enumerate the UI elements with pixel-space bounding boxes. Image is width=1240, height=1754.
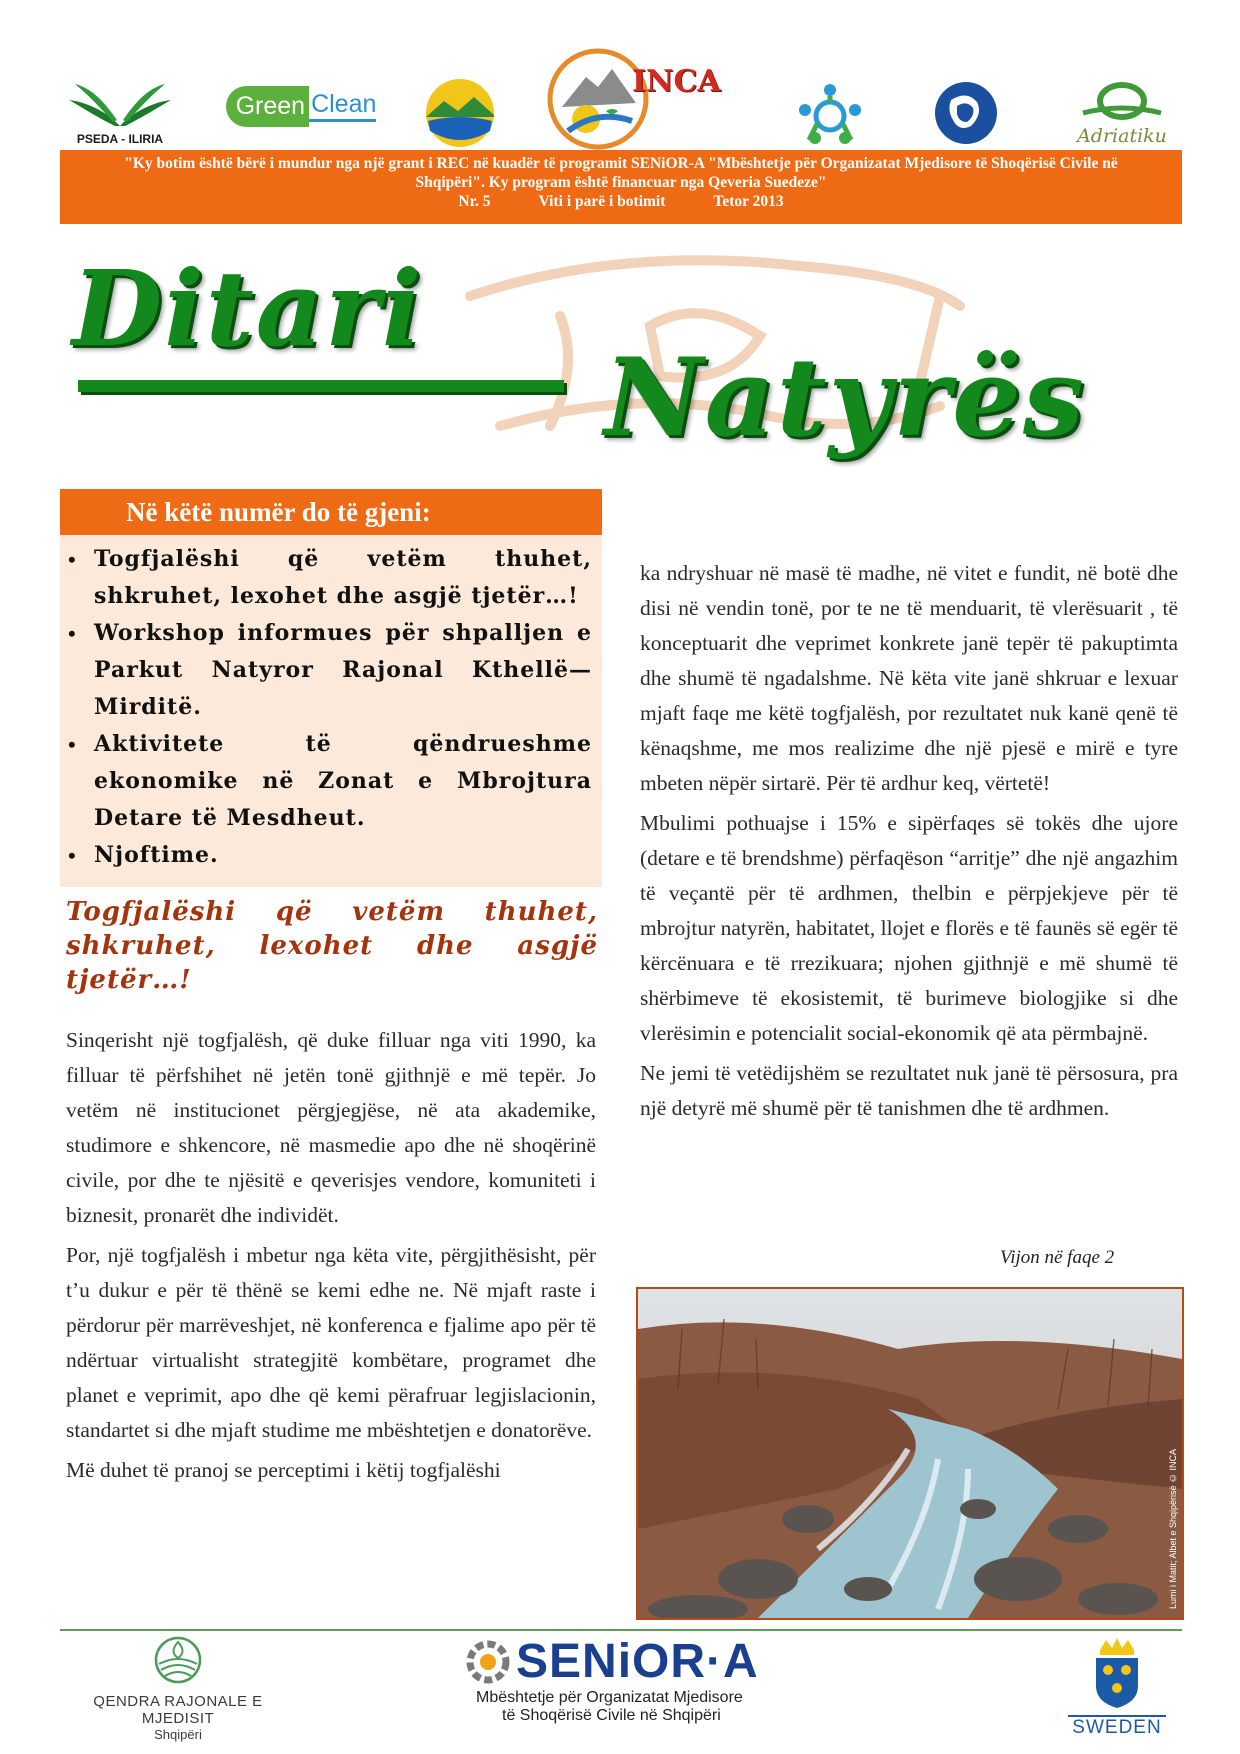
pseda-iliria-logo bbox=[58, 78, 182, 148]
toc-list bbox=[94, 541, 592, 874]
photo-credit: Lumi i Matit; Albet e Shqipërisë © INCA bbox=[1168, 1449, 1178, 1609]
swedish-crown-shield-icon bbox=[1090, 1636, 1144, 1710]
senior-a-tagline-2: të Shoqërisë Civile në Shqipëri bbox=[502, 1707, 721, 1724]
footer-divider bbox=[60, 1629, 1182, 1631]
gear-icon bbox=[462, 1636, 514, 1688]
article-paragraph: Më duhet të pranoj se perceptimi i këtij togfjalëshi bbox=[66, 1458, 501, 1482]
sweden-logo bbox=[1062, 1636, 1172, 1740]
article-heading-line-1: Togfjalëshi që vetëm thuhet, shkruhet, lexohet dhe asgjë bbox=[66, 897, 598, 961]
article-paragraph: ka ndryshuar në masë të madhe, në vitet e fundit, në botë dhe disi në vendin tonë, por te ne të menduarit, të vlerësuarit , të konceptuarit dhe veprimet konkrete janë tepër të pakuptimta dhe shumë të ngadalshme. Në këta vite janë shkruar e lexuar mjaft faqe me këtë togfjalësh, por rezultatet nuk kanë qenë të kënaqshme, me mos realizime dhe një pjesë e mirë e tyre mbeten nëpër sirtarë. Për të ardhur keq, vërtetë! bbox=[640, 561, 1178, 795]
pseda-label: PSEDA - ILIRIA bbox=[76, 132, 164, 146]
banner-line-2: Shqipëri". Ky program është financuar nga Qeveria Suedeze" bbox=[415, 174, 827, 191]
senior-a-logo bbox=[462, 1634, 782, 1744]
river-photo bbox=[636, 1287, 1184, 1620]
lake-globe-icon bbox=[933, 80, 999, 146]
issue-year: Viti i parë i botimit bbox=[538, 193, 666, 210]
inca-label: INCA bbox=[632, 64, 721, 99]
article-heading-line-2: tjetër…! bbox=[66, 965, 192, 995]
adriatiku-label: Adriatiku bbox=[1077, 125, 1167, 147]
issue-number: Nr. 5 bbox=[458, 193, 491, 210]
greenclean-green: Green bbox=[226, 86, 309, 127]
article-heading bbox=[66, 895, 598, 997]
people-circle-icon bbox=[795, 80, 865, 150]
greenclean-logo bbox=[230, 78, 377, 134]
rec-emblem-icon bbox=[149, 1636, 207, 1688]
article-paragraph: Mbulimi pothuajse i 15% e sipërfaqes së tokës dhe ujore (detare e të brendshme) përfaqëson “arritje” dhe një angazhim të veçantë për të ardhmen, thelbin e përpjekjeve për të mbrojtur natyrën, habitatet, llojet e florës e të faunës së egër të kërcënuara e të rrezikuara; njohen gjithnjë e më shumë të shërbimeve të ekosistemit, të burimeve biologjike si dhe vlerësimin e potencialit social-ekonomik që ata përmbajnë. bbox=[640, 811, 1178, 1045]
sun-lake-logo bbox=[420, 76, 500, 150]
toc-item: • Togfjalëshi që vetëm thuhet, shkruhet, lexohet dhe asgjë tjetër…! bbox=[94, 541, 592, 615]
greenclean-clean: Clean bbox=[309, 90, 376, 122]
banner-line-1: "Ky botim është bërë i mundur nga një grant i REC në kuadër të programit SENiOR-A "Mbështetje për Organizatat Mjedisore të Shoqërisë Civile në bbox=[124, 155, 1118, 172]
senior-a-tagline-1: Mbështetje për Organizatat Mjedisore bbox=[476, 1689, 743, 1706]
grant-banner bbox=[60, 150, 1182, 224]
toc-box bbox=[60, 535, 602, 887]
toc-item: • Workshop informues për shpalljen e Parkut Natyror Rajonal Kthellë—Mirditë. bbox=[94, 615, 592, 726]
issue-info bbox=[60, 192, 1182, 211]
article-paragraph: Ne jemi të vetëdijshëm se rezultatet nuk janë të përsosura, pra një detyrë më shumë për të tanishmen dhe të ardhmen. bbox=[640, 1061, 1178, 1120]
article-paragraph: Por, një togfjalësh i mbetur nga këta vite, përgjithësisht, për t’u dukur e për të thënë se kemi edhe ne. Në mjaft raste i përdorur për marrëveshjet, në konferenca e fjalime apo për të ndërtuar virtualisht strategjitë kombëtare, programet dhe planet e veprimit, apo dhe që kemi përafruar legjislacionin, standartet si dhe mjaft studime me mbështetjen e donatorëve. bbox=[66, 1243, 596, 1442]
sun-mountain-icon bbox=[424, 77, 496, 149]
article-column-right bbox=[640, 556, 1178, 1131]
article-paragraph: Sinqerisht një togfjalësh, që duke filluar nga viti 1990, ka filluar të përfshihet në jetën tonë gjithnjë e më tepër. Jo vetëm në institucionet përgjegjëse, në ata akademike, studimore e shkencore, në masmedie apo dhe në shoqërinë civile, por dhe te njësitë e qeverisjes vendore, komuniteti i biznesit, pronarët dhe individët. bbox=[66, 1028, 596, 1227]
toc-item: • Aktivitete të qëndrueshme ekonomike në Zonat e Mbrojtura Detare të Mesdheut. bbox=[94, 726, 592, 837]
wings-icon bbox=[65, 80, 175, 130]
inca-emblem-icon bbox=[546, 47, 650, 151]
shkodra-lake-logo bbox=[930, 76, 1002, 150]
inca-logo bbox=[546, 44, 756, 154]
title-natyres: Natyrës bbox=[604, 335, 1086, 461]
sweden-label: SWEDEN bbox=[1068, 1715, 1165, 1739]
network-people-logo bbox=[792, 80, 868, 150]
river-landscape-image bbox=[638, 1289, 1182, 1618]
adriatiku-logo bbox=[1060, 76, 1184, 150]
article-column-left bbox=[66, 1023, 596, 1493]
toc-heading: Në këtë numër do të gjeni: bbox=[60, 489, 602, 535]
rec-logo bbox=[56, 1636, 300, 1742]
title-underline bbox=[78, 380, 564, 392]
rec-country: Shqipëri bbox=[154, 1727, 202, 1742]
continued-link[interactable]: Vijon në faqe 2 bbox=[1000, 1247, 1115, 1268]
rec-name: QENDRA RAJONALE E MJEDISIT bbox=[93, 1693, 263, 1727]
toc-item: • Njoftime. bbox=[94, 837, 592, 874]
title-ditari: Ditari bbox=[72, 247, 424, 370]
issue-date: Tetor 2013 bbox=[713, 193, 784, 210]
senior-a-name: SENiOR·A bbox=[516, 1635, 759, 1688]
adriatiku-emblem-icon bbox=[1077, 79, 1167, 125]
